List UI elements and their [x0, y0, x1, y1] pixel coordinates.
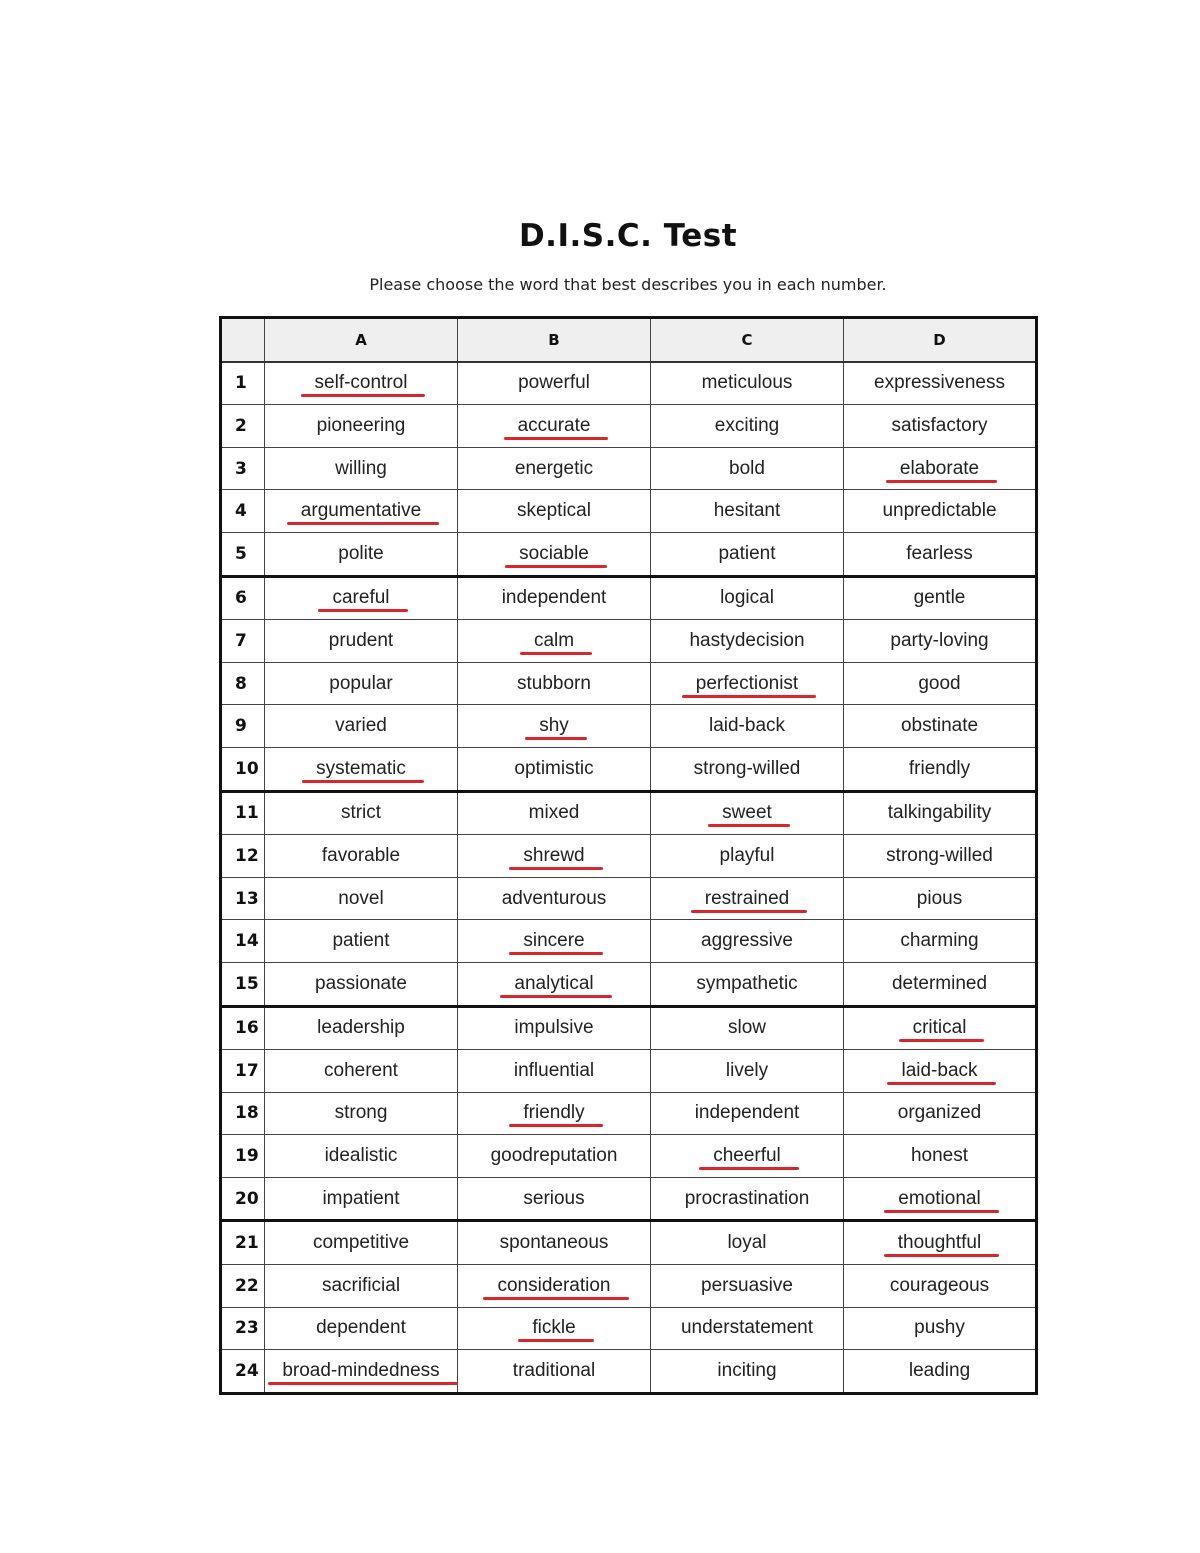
option-cell-c[interactable] — [651, 747, 844, 791]
option-cell-b[interactable] — [458, 747, 651, 791]
option-cell-c[interactable] — [651, 576, 844, 620]
selected-word: laid-back — [901, 1059, 978, 1081]
row-number: 7 — [221, 620, 265, 663]
option-cell-c[interactable] — [651, 405, 844, 448]
row-number: 2 — [221, 405, 265, 448]
option-word: strong-willed — [886, 844, 993, 866]
row-number: 5 — [221, 532, 265, 576]
option-cell-c[interactable] — [651, 1092, 844, 1135]
disc-test-table — [219, 316, 1038, 1395]
option-word: dependent — [316, 1317, 406, 1339]
row-number: 11 — [221, 791, 265, 835]
table-row — [221, 362, 1037, 405]
option-word: prudent — [328, 629, 394, 651]
option-cell-c[interactable] — [651, 1006, 844, 1050]
selected-word: analytical — [514, 972, 594, 994]
option-cell-d[interactable] — [844, 791, 1037, 835]
option-cell-a[interactable] — [265, 405, 458, 448]
option-word: competitive — [312, 1232, 410, 1254]
option-cell-d[interactable] — [844, 962, 1037, 1006]
option-cell-b[interactable] — [458, 362, 651, 405]
option-cell-d[interactable] — [844, 1307, 1037, 1350]
option-word: party-loving — [890, 629, 989, 651]
option-word: pious — [916, 887, 963, 909]
option-cell-c[interactable] — [651, 662, 844, 705]
table-row — [221, 1265, 1037, 1308]
option-cell-c[interactable] — [651, 1265, 844, 1308]
option-cell-d[interactable] — [844, 362, 1037, 405]
option-word: exciting — [714, 414, 780, 436]
option-cell-a[interactable] — [265, 532, 458, 576]
option-cell-a[interactable] — [265, 1177, 458, 1221]
selected-word: cheerful — [713, 1145, 781, 1167]
option-cell-a[interactable] — [265, 1265, 458, 1308]
row-number: 20 — [221, 1177, 265, 1221]
selected-word: emotional — [898, 1187, 981, 1209]
row-number: 24 — [221, 1350, 265, 1394]
option-cell-c[interactable] — [651, 705, 844, 748]
option-word: unpredictable — [882, 500, 997, 522]
option-cell-c[interactable] — [651, 962, 844, 1006]
option-word: inciting — [717, 1360, 777, 1382]
option-word: lively — [725, 1059, 769, 1081]
row-number: 13 — [221, 877, 265, 920]
row-number: 19 — [221, 1135, 265, 1178]
option-cell-c[interactable] — [651, 835, 844, 878]
selected-word: elaborate — [899, 457, 980, 479]
option-cell-d[interactable] — [844, 877, 1037, 920]
table-row — [221, 576, 1037, 620]
option-word: charming — [900, 930, 979, 952]
option-word: bold — [729, 457, 765, 479]
option-cell-a[interactable] — [265, 1135, 458, 1178]
selected-word: restrained — [704, 887, 790, 909]
option-word: understatement — [680, 1317, 814, 1339]
table-row — [221, 1221, 1037, 1265]
option-word: leading — [908, 1360, 971, 1382]
option-word: spontaneous — [499, 1232, 609, 1254]
option-cell-c[interactable] — [651, 1050, 844, 1093]
option-cell-c[interactable] — [651, 1350, 844, 1394]
table-row — [221, 1350, 1037, 1394]
header-row — [221, 318, 1037, 362]
option-word: idealistic — [324, 1145, 398, 1167]
option-word: gentle — [913, 587, 966, 609]
option-cell-b[interactable] — [458, 877, 651, 920]
option-cell-d[interactable] — [844, 747, 1037, 791]
option-word: popular — [329, 672, 393, 694]
table-row — [221, 662, 1037, 705]
option-cell-d[interactable] — [844, 1006, 1037, 1050]
option-cell-d[interactable] — [844, 532, 1037, 576]
selected-word: sociable — [519, 542, 589, 564]
option-word: goodreputation — [490, 1145, 618, 1167]
option-word: sacrificial — [321, 1274, 401, 1296]
option-word: strong — [334, 1102, 388, 1124]
option-cell-b[interactable] — [458, 1265, 651, 1308]
row-number: 9 — [221, 705, 265, 748]
selected-word: self-control — [314, 372, 408, 394]
option-word: mixed — [528, 802, 580, 824]
option-cell-c[interactable] — [651, 1177, 844, 1221]
option-cell-b[interactable] — [458, 1006, 651, 1050]
option-cell-a[interactable] — [265, 920, 458, 963]
option-cell-d[interactable] — [844, 1177, 1037, 1221]
option-word: strict — [340, 802, 382, 824]
header-d: D — [844, 318, 1037, 362]
option-word: friendly — [908, 757, 971, 779]
option-cell-c[interactable] — [651, 532, 844, 576]
option-word: independent — [501, 587, 607, 609]
header-a: A — [265, 318, 458, 362]
option-cell-d[interactable] — [844, 1050, 1037, 1093]
option-word: procrastination — [684, 1187, 810, 1209]
option-cell-a[interactable] — [265, 1307, 458, 1350]
table-row — [221, 791, 1037, 835]
table-row — [221, 1092, 1037, 1135]
option-word: loyal — [727, 1232, 767, 1254]
option-cell-b[interactable] — [458, 1092, 651, 1135]
option-cell-c[interactable] — [651, 362, 844, 405]
option-cell-a[interactable] — [265, 447, 458, 490]
table-row — [221, 447, 1037, 490]
option-word: coherent — [324, 1059, 398, 1081]
option-cell-d[interactable] — [844, 405, 1037, 448]
option-word: playful — [719, 844, 775, 866]
row-number: 8 — [221, 662, 265, 705]
option-cell-b[interactable] — [458, 620, 651, 663]
row-number: 3 — [221, 447, 265, 490]
row-number: 21 — [221, 1221, 265, 1265]
option-cell-a[interactable] — [265, 490, 458, 533]
option-cell-a[interactable] — [265, 620, 458, 663]
row-number: 4 — [221, 490, 265, 533]
option-cell-d[interactable] — [844, 490, 1037, 533]
option-cell-b[interactable] — [458, 920, 651, 963]
selected-word: friendly — [523, 1102, 585, 1124]
option-cell-b[interactable] — [458, 1221, 651, 1265]
option-word: energetic — [514, 457, 594, 479]
selected-word: consideration — [497, 1274, 611, 1296]
option-cell-c[interactable] — [651, 1135, 844, 1178]
option-word: satisfactory — [891, 414, 988, 436]
option-word: fearless — [906, 542, 973, 564]
option-word: good — [918, 672, 961, 694]
option-cell-d[interactable] — [844, 447, 1037, 490]
option-cell-a[interactable] — [265, 835, 458, 878]
selected-word: argumentative — [300, 500, 422, 522]
option-word: willing — [335, 457, 387, 479]
option-word: meticulous — [701, 372, 793, 394]
option-cell-c[interactable] — [651, 877, 844, 920]
row-number: 6 — [221, 576, 265, 620]
option-cell-d[interactable] — [844, 1350, 1037, 1394]
header-c: C — [651, 318, 844, 362]
option-cell-d[interactable] — [844, 705, 1037, 748]
option-cell-a[interactable] — [265, 1050, 458, 1093]
row-number: 15 — [221, 962, 265, 1006]
option-word: obstinate — [900, 715, 979, 737]
table-row — [221, 705, 1037, 748]
option-word: persuasive — [701, 1274, 793, 1296]
option-word: expressiveness — [874, 372, 1005, 394]
selected-word: sweet — [722, 802, 772, 824]
option-word: polite — [338, 542, 384, 564]
selected-word: sincere — [523, 930, 585, 952]
table-row — [221, 877, 1037, 920]
option-cell-d[interactable] — [844, 1265, 1037, 1308]
option-cell-b[interactable] — [458, 1350, 651, 1394]
option-cell-a[interactable] — [265, 662, 458, 705]
selected-word: systematic — [316, 757, 406, 779]
option-cell-c[interactable] — [651, 620, 844, 663]
header-number — [221, 318, 265, 362]
option-word: influential — [513, 1059, 595, 1081]
option-cell-c[interactable] — [651, 791, 844, 835]
selected-word: thoughtful — [897, 1232, 982, 1254]
selected-word: critical — [912, 1017, 967, 1039]
row-number: 17 — [221, 1050, 265, 1093]
table-row — [221, 1006, 1037, 1050]
option-cell-d[interactable] — [844, 1092, 1037, 1135]
option-cell-a[interactable] — [265, 362, 458, 405]
option-cell-c[interactable] — [651, 1307, 844, 1350]
option-cell-b[interactable] — [458, 1050, 651, 1093]
option-cell-a[interactable] — [265, 1006, 458, 1050]
table-row — [221, 405, 1037, 448]
option-word: hesitant — [713, 500, 781, 522]
option-cell-b[interactable] — [458, 532, 651, 576]
option-word: patient — [718, 542, 776, 564]
option-word: traditional — [512, 1360, 596, 1382]
option-word: honest — [910, 1145, 969, 1167]
option-cell-a[interactable] — [265, 1092, 458, 1135]
option-cell-d[interactable] — [844, 576, 1037, 620]
row-number: 18 — [221, 1092, 265, 1135]
option-cell-b[interactable] — [458, 962, 651, 1006]
option-word: passionate — [315, 972, 407, 994]
option-word: serious — [523, 1187, 585, 1209]
option-word: independent — [694, 1102, 800, 1124]
option-word: patient — [332, 930, 390, 952]
table-row — [221, 920, 1037, 963]
selected-word: broad-mindedness — [282, 1360, 440, 1382]
option-cell-d[interactable] — [844, 1221, 1037, 1265]
option-cell-a[interactable] — [265, 962, 458, 1006]
option-cell-a[interactable] — [265, 705, 458, 748]
option-word: novel — [338, 887, 384, 909]
option-word: sympathetic — [696, 972, 798, 994]
table-row — [221, 490, 1037, 533]
option-cell-d[interactable] — [844, 620, 1037, 663]
header-b: B — [458, 318, 651, 362]
table-row — [221, 1050, 1037, 1093]
option-cell-b[interactable] — [458, 705, 651, 748]
option-cell-d[interactable] — [844, 920, 1037, 963]
table-row — [221, 620, 1037, 663]
option-word: laid-back — [708, 715, 786, 737]
selected-word: fickle — [532, 1317, 576, 1339]
selected-word: shrewd — [523, 844, 585, 866]
option-word: organized — [897, 1102, 982, 1124]
option-word: aggressive — [701, 930, 793, 952]
option-word: slow — [727, 1017, 766, 1039]
row-number: 10 — [221, 747, 265, 791]
option-word: hastydecision — [689, 629, 805, 651]
instructions: Please choose the word that best describes you in each number. — [369, 275, 887, 294]
option-word: skeptical — [517, 500, 591, 522]
row-number: 16 — [221, 1006, 265, 1050]
option-word: stubborn — [517, 672, 591, 694]
table-row — [221, 1307, 1037, 1350]
option-cell-d[interactable] — [844, 1135, 1037, 1178]
option-cell-b[interactable] — [458, 576, 651, 620]
option-cell-b[interactable] — [458, 1177, 651, 1221]
option-word: optimistic — [514, 757, 594, 779]
option-cell-b[interactable] — [458, 405, 651, 448]
option-word: leadership — [317, 1017, 405, 1039]
option-cell-b[interactable] — [458, 447, 651, 490]
selected-word: perfectionist — [695, 672, 799, 694]
option-cell-a[interactable] — [265, 1350, 458, 1394]
option-cell-a[interactable] — [265, 576, 458, 620]
option-cell-c[interactable] — [651, 920, 844, 963]
row-number: 23 — [221, 1307, 265, 1350]
option-word: powerful — [518, 372, 590, 394]
row-number: 1 — [221, 362, 265, 405]
option-word: impulsive — [514, 1017, 594, 1039]
option-cell-c[interactable] — [651, 1221, 844, 1265]
option-cell-a[interactable] — [265, 877, 458, 920]
row-number: 12 — [221, 835, 265, 878]
selected-word: calm — [533, 629, 575, 651]
option-cell-d[interactable] — [844, 662, 1037, 705]
option-word: logical — [720, 587, 774, 609]
option-word: pushy — [914, 1317, 965, 1339]
option-cell-a[interactable] — [265, 791, 458, 835]
option-word: favorable — [321, 844, 401, 866]
table-row — [221, 1177, 1037, 1221]
option-cell-c[interactable] — [651, 490, 844, 533]
option-word: adventurous — [501, 887, 607, 909]
option-cell-b[interactable] — [458, 1135, 651, 1178]
option-cell-a[interactable] — [265, 1221, 458, 1265]
table-row — [221, 835, 1037, 878]
option-cell-b[interactable] — [458, 662, 651, 705]
table-row — [221, 1135, 1037, 1178]
table-row — [221, 532, 1037, 576]
option-cell-d[interactable] — [844, 835, 1037, 878]
option-word: varied — [335, 715, 387, 737]
option-word: pioneering — [316, 414, 406, 436]
row-number: 14 — [221, 920, 265, 963]
table-row — [221, 962, 1037, 1006]
option-word: strong-willed — [693, 757, 801, 779]
option-word: courageous — [889, 1274, 990, 1296]
page-title: D.I.S.C. Test — [518, 218, 738, 254]
option-word: impatient — [322, 1187, 400, 1209]
option-cell-a[interactable] — [265, 747, 458, 791]
table-row — [221, 747, 1037, 791]
option-cell-b[interactable] — [458, 835, 651, 878]
option-word: talkingability — [887, 802, 992, 824]
option-word: determined — [891, 972, 988, 994]
selected-word: careful — [332, 587, 390, 609]
selected-word: shy — [539, 715, 569, 737]
selected-word: accurate — [517, 414, 591, 436]
option-cell-b[interactable] — [458, 1307, 651, 1350]
option-cell-b[interactable] — [458, 490, 651, 533]
option-cell-b[interactable] — [458, 791, 651, 835]
row-number: 22 — [221, 1265, 265, 1308]
option-cell-c[interactable] — [651, 447, 844, 490]
